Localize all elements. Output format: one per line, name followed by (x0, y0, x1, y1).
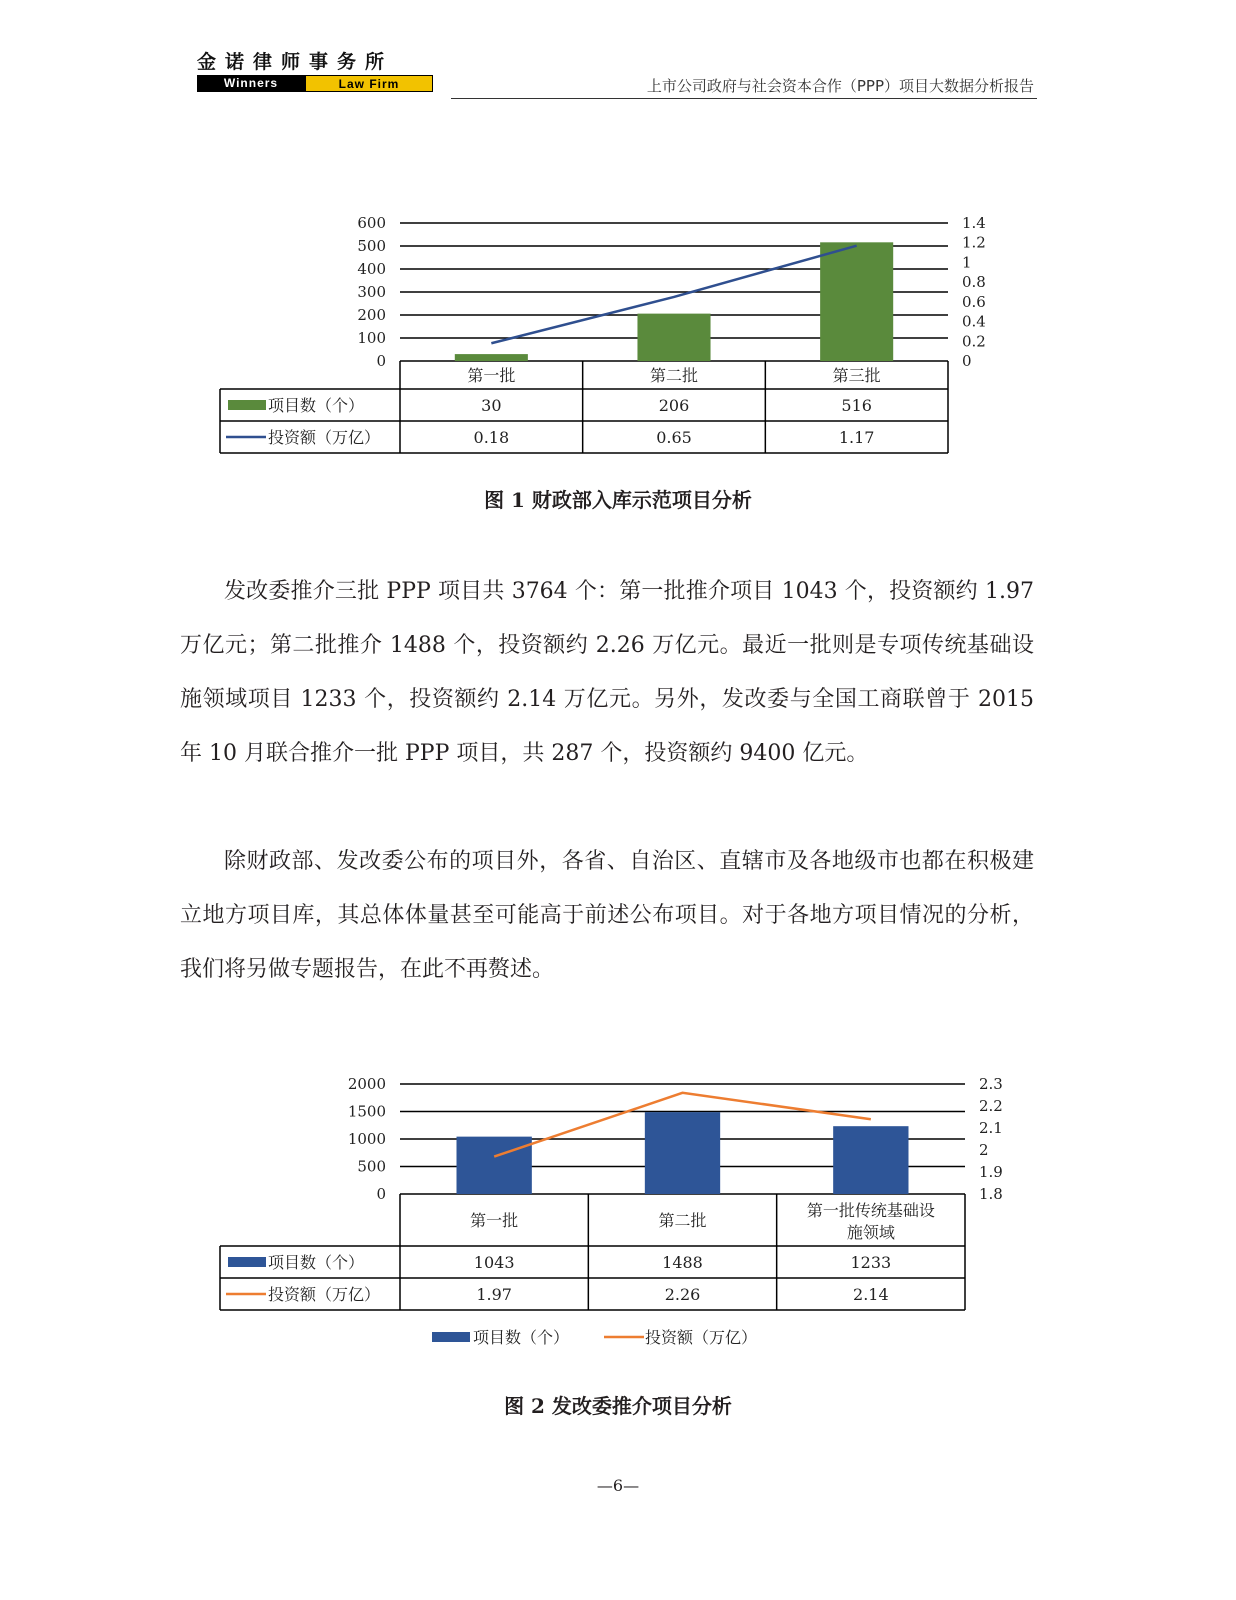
right-axis-tick-label: 0.8 (962, 273, 986, 292)
right-axis-tick-label: 0 (962, 352, 972, 370)
right-axis-tick-label: 1.8 (979, 1185, 1003, 1203)
data-label: 0.18 (473, 428, 510, 447)
right-axis-tick-label: 2.1 (979, 1119, 1003, 1137)
data-label: 2.14 (853, 1285, 889, 1304)
series-line (494, 1093, 871, 1157)
bar (455, 354, 528, 361)
paragraph-1: 发改委推介三批 PPP 项目共 3764 个：第一批推介项目 1043 个，投资额约 1.97 万亿元；第二批推介 1488 个，投资额约 2.26 万亿元。最近一批则是专项传统基础设施领域项目 1233 个，投资额约 2.14 万亿元。另外，发改委与全国工商联曾于 2015 年 10 月联合推介一批 PPP 项目，共 287 个，投资额约 9400 亿元。 (180, 579, 1034, 766)
right-axis-tick-label: 1.2 (962, 233, 986, 252)
category-label: 第二批 (649, 366, 699, 385)
legend-label: 投资额（万亿） (645, 1328, 758, 1347)
category-label: 第一批传统基础设施领域 (806, 1201, 935, 1242)
left-axis-tick-label: 400 (357, 260, 386, 278)
data-label: 516 (841, 396, 872, 415)
right-axis-tick-label: 2.3 (979, 1075, 1003, 1093)
bar (637, 314, 710, 361)
data-label: 206 (658, 396, 690, 415)
data-label: 0.65 (656, 428, 692, 447)
category-label: 第三批 (832, 366, 881, 385)
left-axis-tick-label: 500 (357, 1157, 386, 1176)
left-axis-tick-label: 300 (357, 283, 386, 301)
legend-key-bar (228, 400, 266, 410)
right-axis-tick-label: 2 (979, 1141, 989, 1159)
series-name: 投资额（万亿） (268, 428, 381, 447)
right-axis-tick-label: 0.2 (962, 332, 986, 351)
series-name: 项目数（个） (268, 1253, 365, 1272)
logo-english-winners: Winners (197, 75, 305, 92)
paragraph-2: 除财政部、发改委公布的项目外，各省、自治区、直辖市及各地级市也都在积极建立地方项目库，其总体体量甚至可能高于前述公布项目。对于各地方项目情况的分析，我们将另做专题报告，在此不再赘述。 (180, 849, 1034, 982)
left-axis-tick-label: 2000 (347, 1075, 386, 1093)
right-axis-tick-label: 1.9 (979, 1163, 1003, 1181)
series-name: 投资额（万亿） (268, 1285, 381, 1304)
bar (833, 1126, 908, 1194)
left-axis-tick-label: 0 (376, 1185, 386, 1203)
left-axis-tick-label: 100 (357, 329, 386, 347)
data-label: 1233 (850, 1253, 892, 1272)
logo-english-lawfirm: Law Firm (305, 75, 433, 92)
category-label: 第一批 (470, 1211, 519, 1230)
right-axis-tick-label: 0.4 (962, 312, 986, 331)
header-divider (451, 98, 1037, 99)
report-header-title: 上市公司政府与社会资本合作（PPP）项目大数据分析报告 (646, 77, 1034, 95)
logo-chinese-name: 金诺律师事务所 (197, 51, 394, 73)
data-label: 2.26 (664, 1285, 701, 1304)
bar (457, 1137, 532, 1194)
right-axis-tick-label: 2.2 (979, 1097, 1003, 1115)
bar (645, 1112, 720, 1194)
bar (820, 242, 893, 361)
left-axis-tick-label: 500 (357, 237, 386, 255)
data-label: 1.17 (838, 428, 875, 447)
left-axis-tick-label: 1000 (347, 1130, 386, 1148)
left-axis-tick-label: 600 (357, 214, 386, 232)
right-axis-tick-label: 1.4 (962, 214, 986, 232)
category-label: 第二批 (658, 1211, 707, 1230)
legend-key-bar (432, 1332, 470, 1342)
data-label: 1.97 (476, 1285, 512, 1304)
left-axis-tick-label: 200 (357, 306, 386, 324)
left-axis-tick-label: 0 (376, 352, 386, 370)
data-label: 30 (481, 396, 502, 415)
figure-1-caption: 图 1 财政部入库示范项目分析 (484, 488, 752, 512)
legend-key-bar (228, 1257, 266, 1267)
right-axis-tick-label: 0.6 (962, 292, 986, 311)
data-label: 1488 (662, 1253, 703, 1272)
data-label: 1043 (473, 1253, 515, 1272)
firm-logo (197, 51, 433, 92)
legend-label: 项目数（个） (473, 1328, 570, 1347)
right-axis-tick-label: 1 (962, 253, 972, 272)
series-line (491, 246, 856, 344)
figure-2-caption: 图 2 发改委推介项目分析 (504, 1394, 732, 1418)
left-axis-tick-label: 1500 (347, 1102, 386, 1121)
series-name: 项目数（个） (268, 396, 365, 415)
page-number: —6— (596, 1476, 640, 1495)
category-label: 第一批 (467, 366, 516, 385)
logo-english-bar (197, 75, 433, 92)
